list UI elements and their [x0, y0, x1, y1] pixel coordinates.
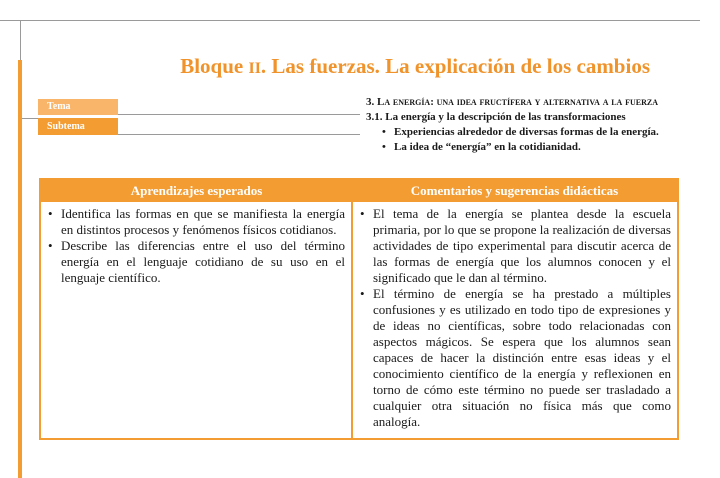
comentarios-column — [359, 206, 671, 430]
topic-item: • La idea de “energía” en la cotidianidad. — [394, 140, 678, 155]
tema-rule — [118, 114, 360, 115]
header-aprendizajes: Aprendizajes esperados — [130, 183, 263, 198]
comentarios-list — [359, 206, 671, 430]
page-frame-corner — [0, 20, 20, 21]
tema-stub-line — [22, 118, 38, 119]
title-prefix: Bloque — [180, 54, 249, 78]
title-roman: II — [248, 60, 261, 77]
page-frame-top — [20, 20, 700, 21]
table-header-row — [41, 180, 677, 202]
list-item: • El término de energía se ha prestado a múltiples confusiones y es utilizado en todo tipo de expresiones y de ideas no científicas, sobre todo relacionadas con aspectos mágicos. Se espera que los alumnos sean capaces de hacer la distinción entre esas ideas y el conocimiento científico de la energía y reflexionen en torno de cómo este término no puede ser trasladado a cualquier otra situación no física más que como analogía. — [373, 286, 671, 430]
aprendizajes-column — [47, 206, 345, 286]
subtema-rule — [118, 134, 360, 135]
title-suffix: . Las fuerzas. La explicación de los cambios — [260, 54, 650, 78]
topic-tema: 3. La energía: una idea fructífera y alternativa a la fuerza — [366, 96, 658, 108]
topic-list — [366, 125, 678, 155]
tema-label: Tema — [38, 99, 118, 115]
aprendizajes-list — [47, 206, 345, 286]
list-item: • El tema de la energía se plantea desde la escuela primaria, por lo que se propone la realización de diversas actividades de tipo experimental para discutir acerca de las formas de energía que los alumnos conocen y el significado que le dan al término. — [373, 206, 671, 286]
page-title — [170, 54, 650, 79]
list-item: • Describe las diferencias entre el uso del término energía en el lenguaje cotidiano de su uso en el lenguaje científico. — [61, 238, 345, 286]
subtema-label: Subtema — [38, 118, 118, 135]
margin-accent-bar — [18, 60, 22, 478]
content-table — [39, 178, 679, 440]
topics-block — [366, 95, 678, 155]
topic-subtema: 3.1. La energía y la descripción de las transformaciones — [366, 111, 626, 123]
header-comentarios: Comentarios y sugerencias didácticas — [410, 183, 619, 198]
topic-item: • Experiencias alrededor de diversas formas de la energía. — [394, 125, 678, 140]
column-divider — [351, 202, 353, 438]
list-item: • Identifica las formas en que se manifiesta la energía en distintos procesos y fenómenos físicos cotidianos. — [61, 206, 345, 238]
